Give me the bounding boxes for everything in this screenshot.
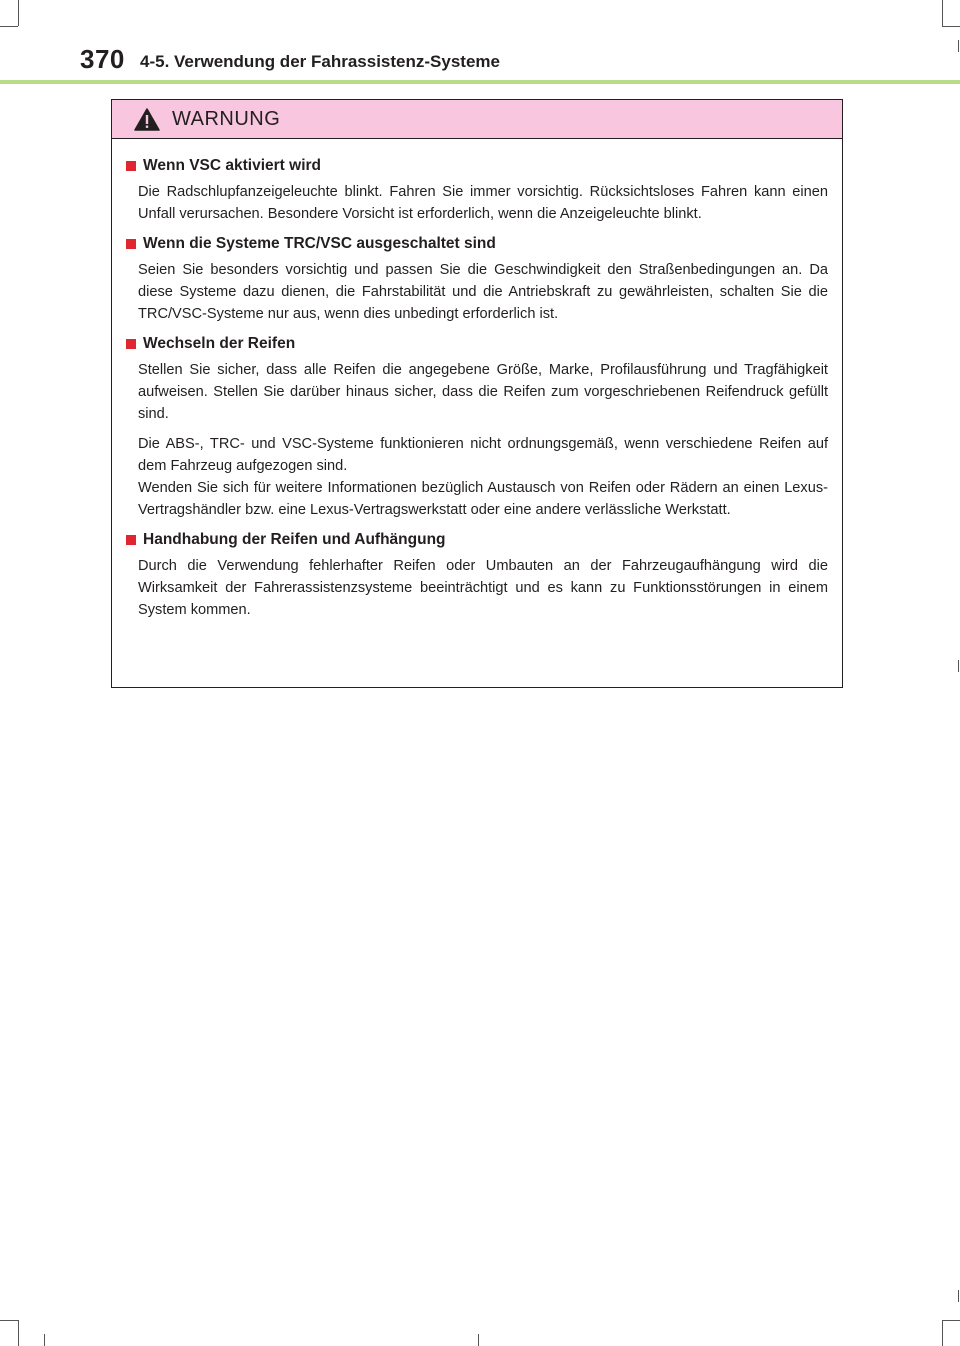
red-square-bullet-icon	[126, 339, 136, 349]
item-paragraph: Die Radschlupfanzeigeleuchte blinkt. Fahren Sie immer vorsichtig. Rücksichtsloses Fahren kann einen Unfall verursachen. Besondere Vorsicht ist erforderlich, wenn die Anzeigeleuchte blinkt.	[138, 184, 828, 222]
page-header	[80, 44, 880, 80]
warning-item	[126, 157, 828, 225]
warning-triangle-icon	[134, 108, 160, 131]
red-square-bullet-icon	[126, 239, 136, 249]
warning-item	[126, 335, 828, 521]
crop-mark	[44, 1334, 45, 1346]
header-rule	[0, 80, 960, 84]
red-square-bullet-icon	[126, 161, 136, 171]
crop-mark	[18, 1320, 19, 1346]
warning-item	[126, 235, 828, 325]
item-heading	[126, 157, 828, 175]
item-paragraph: Seien Sie besonders vorsichtig und passen Sie die Geschwindigkeit den Straßenbedingungen an. Da diese Systeme dazu dienen, die Fahrstabilität und die Antriebskraft zu gewährleisten, schalten Sie die TRC/VSC-Systeme nur aus, wenn dies unbedingt erforderlich ist.	[138, 262, 828, 322]
warning-item	[126, 531, 828, 621]
crop-mark	[942, 26, 960, 27]
crop-mark	[958, 660, 959, 672]
item-paragraph: Stellen Sie sicher, dass alle Reifen die angegebene Größe, Marke, Profilausführung und Tragfähigkeit aufweisen. Stellen Sie darüber hinaus sicher, dass die Reifen zum vorgeschriebenen Reifendruck gefüllt sind.	[138, 362, 828, 422]
warning-box	[111, 99, 843, 688]
item-heading	[126, 531, 828, 549]
item-heading	[126, 235, 828, 253]
item-heading-text: Wechseln der Reifen	[143, 335, 296, 352]
crop-mark	[942, 0, 943, 26]
crop-mark	[958, 40, 959, 52]
warning-title: WARNUNG	[172, 108, 281, 130]
page-number: 370	[80, 44, 125, 74]
red-square-bullet-icon	[126, 535, 136, 545]
item-heading	[126, 335, 828, 353]
warning-body	[112, 139, 842, 621]
crop-mark	[478, 1334, 479, 1346]
item-heading-text: Handhabung der Reifen und Aufhängung	[143, 531, 446, 548]
section-title: 4-5. Verwendung der Fahrassistenz-Systeme	[140, 52, 500, 71]
crop-mark	[942, 1320, 943, 1346]
warning-header	[112, 100, 842, 139]
item-heading-text: Wenn die Systeme TRC/VSC ausgeschaltet sind	[143, 235, 496, 252]
item-paragraph: Wenden Sie sich für weitere Informationen bezüglich Austausch von Reifen oder Rädern an einen Lexus-Vertragshändler bzw. eine Lexus-Vertragswerkstatt oder eine andere verlässliche Werkstatt.	[138, 480, 828, 518]
crop-mark	[958, 1290, 959, 1302]
item-paragraph: Die ABS-, TRC- und VSC-Systeme funktionieren nicht ordnungsgemäß, wenn verschiedene Reifen auf dem Fahrzeug aufgezogen sind.	[138, 436, 828, 474]
item-paragraph: Durch die Verwendung fehlerhafter Reifen oder Umbauten an der Fahrzeugaufhängung wird die Wirksamkeit der Fahrerassistenzsysteme beeinträchtigt und es kann zu Funktionsstörungen in einem System kommen.	[138, 558, 828, 618]
crop-mark	[0, 1320, 18, 1321]
crop-mark	[18, 0, 19, 26]
crop-mark	[0, 26, 18, 27]
crop-mark	[942, 1320, 960, 1321]
item-heading-text: Wenn VSC aktiviert wird	[143, 157, 322, 174]
